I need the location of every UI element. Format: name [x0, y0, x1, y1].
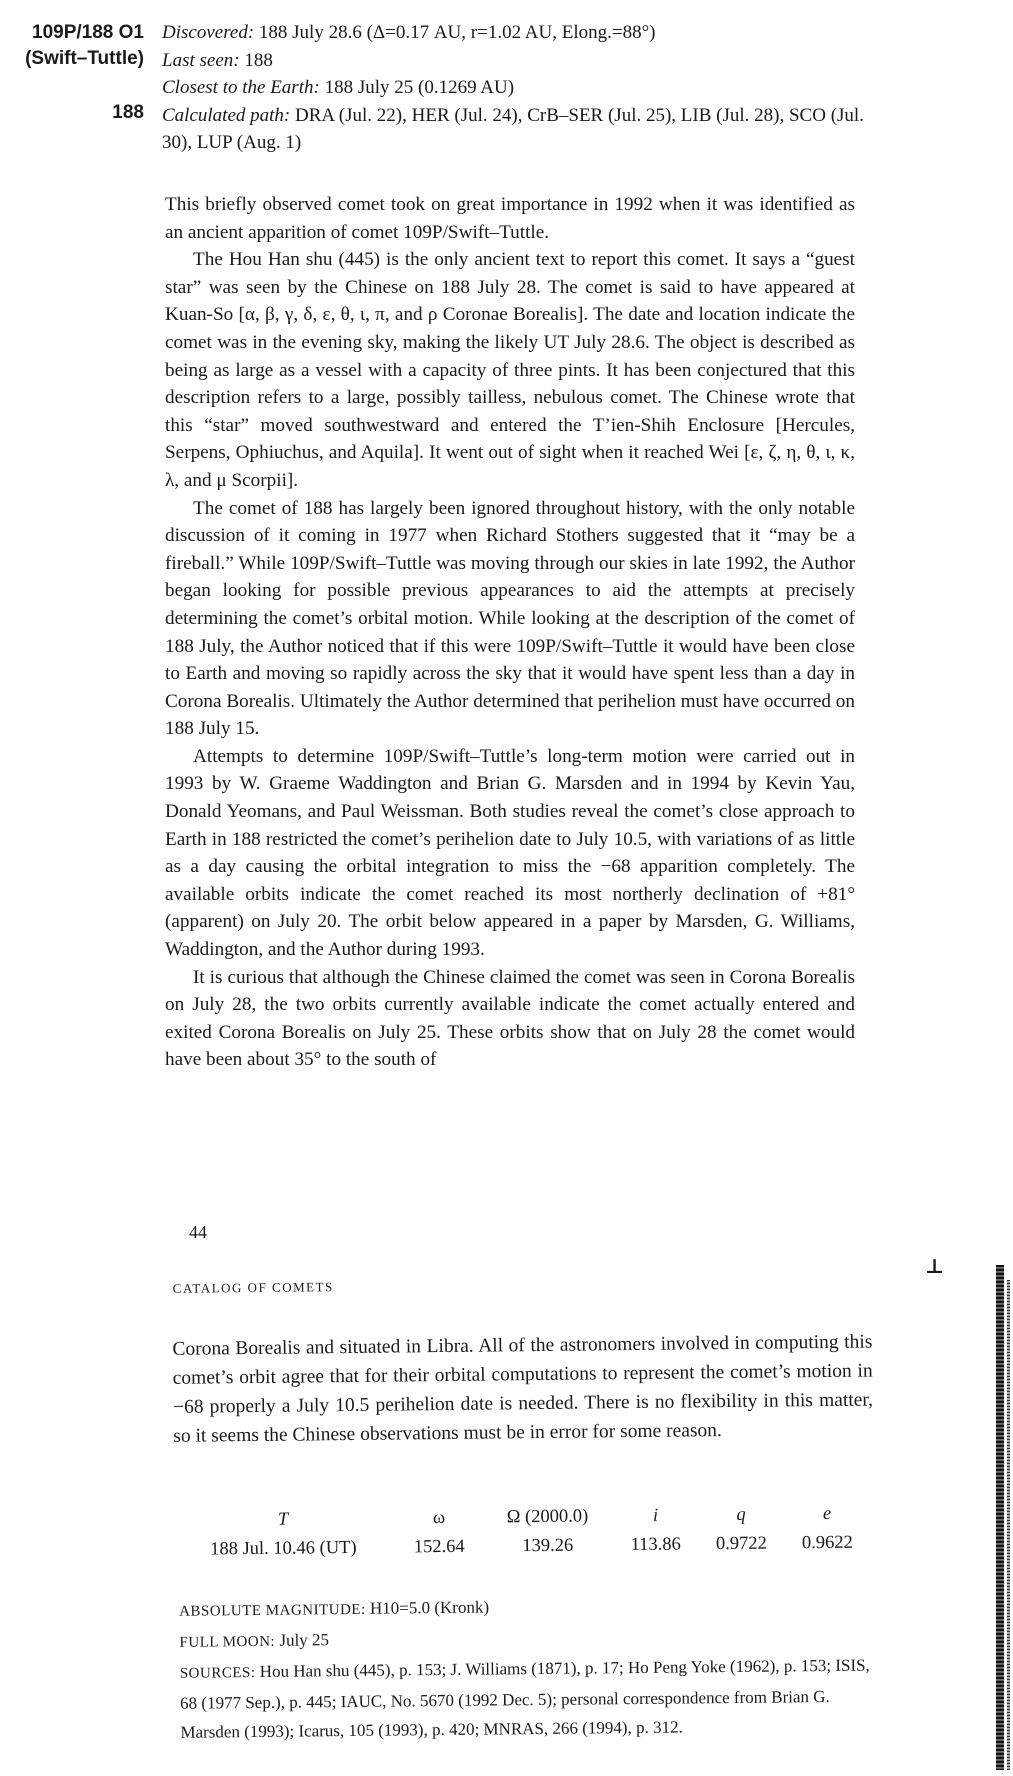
orbit-header-node: Ω (2000.0) — [506, 1506, 589, 1528]
paragraph-2: The Hou Han shu (445) is the only ancient text to report this comet. It says a “guest star” was seen by the Chinese on 188 July 28. The comet is said to have appeared at Kuan-So [α, β, γ, δ, ε, θ, ι, π, and ρ Coronae Borealis]. The date and location indicate the comet was in the evening sky, making the likely UT July 28.6. The object is described as being as large as a vessel with a capacity of three pints. It has been conjectured that this description refers to a large, possibly tailless, nebulous comet. The Chinese wrote that this “star” moved southwestward and entered the T’ien-Shih Enclosure [Hercules, Serpens, Ophiuchus, and Aquila]. It went out of sight when it reached Wei [ε, ζ, η, θ, ι, κ, λ, and μ Scorpii]. — [165, 249, 855, 491]
scan-edge — [996, 1265, 1004, 1770]
comet-designation: 109P/188 O1 — [32, 22, 144, 43]
path-label: Calculated path: — [162, 104, 291, 126]
orbit-header-t: T — [277, 1509, 289, 1530]
discovered-label: Discovered: — [162, 22, 255, 43]
corner-mark: ⊥ — [925, 1256, 945, 1278]
path-value: DRA (Jul. 22), HER (Jul. 24), CrB–SER (Jul. 25), LIB (Jul. 28), SCO (Jul. 30), LUP (Aug. 1) — [162, 104, 864, 153]
closest-label: Closest to the Earth: — [162, 77, 320, 98]
orbit-header-q: q — [736, 1504, 746, 1525]
abs-mag-label: ABSOLUTE MAGNITUDE: — [179, 1601, 366, 1620]
running-head: CATALOG OF COMETS — [172, 1279, 334, 1296]
closest-value: 188 July 25 (0.1269 AU) — [324, 77, 515, 98]
continuation-paragraph: Corona Borealis and situated in Libra. All of the astronomers involved in computing this comet’s orbit agree that for their orbital computations to represent the comet’s motion in −68 properly a July 10.5 perihelion date is needed. There is no flexibility in this matter, so it seems the Chinese observations must be in error for some reason. — [172, 1331, 874, 1447]
sources-label: SOURCES: — [179, 1664, 256, 1682]
last-seen-label: Last seen: — [162, 49, 240, 71]
full-moon-label: FULL MOON: — [179, 1633, 276, 1651]
orbit-cell-t: 188 Jul. 10.46 (UT) — [210, 1537, 357, 1560]
footnotes — [179, 1588, 881, 1746]
full-moon-value: July 25 — [279, 1630, 330, 1650]
orbit-header-omega: ω — [432, 1507, 446, 1529]
orbit-cell-omega: 152.64 — [413, 1536, 465, 1558]
orbit-cell-q: 0.9722 — [715, 1533, 767, 1555]
paragraph-4: Attempts to determine 109P/Swift–Tuttle’s long-term motion were carried out in 1993 by W. Graeme Waddington and Brian G. Marsden and in 1994 by Kevin Yau, Donald Yeomans, and Paul Weissman. Both studies reveal the comet’s close approach to Earth in 188 restricted the comet’s perihelion date to July 10.5, with variations of as little as a day causing the orbital integration to miss the −68 apparition completely. The available orbits indicate the comet reached its most northerly declination of +81° (apparent) on July 20. The orbit below appeared in a paper by Marsden, G. Williams, Waddington, and the Author during 1993. — [165, 745, 855, 961]
page-number: 44 — [189, 1222, 207, 1242]
last-seen-value: 188 — [244, 49, 273, 71]
scan-edge-inner — [1007, 1280, 1010, 1770]
discovered-value: 188 July 28.6 (Δ=0.17 AU, r=1.02 AU, Elong.=88°) — [258, 22, 656, 43]
paragraph-5: It is curious that although the Chinese claimed the comet was seen in Corona Borealis on July 28, the two orbits currently available indicate the comet actually entered and exited Corona Borealis on July 25. These orbits show that on July 28 the comet would have been about 35° to the south of — [165, 966, 855, 1071]
sources-line — [180, 1650, 881, 1746]
orbit-cell-i: 113.86 — [630, 1534, 681, 1556]
continuation-text — [172, 1328, 873, 1451]
orbit-table — [170, 1502, 871, 1561]
orbit-cell-node: 139.26 — [522, 1535, 574, 1557]
orbit-header-i: i — [652, 1505, 659, 1526]
paragraph-3: The comet of 188 has largely been ignored throughout history, with the only notable discussion of it coming in 1977 when Richard Stothers suggested that it “may be a fireball.” While 109P/Swift–Tuttle was moving through our skies in late 1992, the Author began looking for possible previous appearances to aid the attempts at precisely determining the comet’s orbital motion. While looking at the description of the comet of 188 July, the Author noticed that if this were 109P/Swift–Tuttle it would have been close to Earth and moving so rapidly across the sky that it would have spent less than a day in Corona Borealis. Ultimately the Author determined that perihelion must have occurred on 188 July 15. — [165, 497, 855, 740]
orbit-cell-e: 0.9622 — [801, 1532, 853, 1554]
orbit-header-e: e — [822, 1503, 832, 1525]
sources-value: Hou Han shu (445), p. 153; J. Williams (1871), p. 17; Ho Peng Yoke (1962), p. 153; ISIS, 68 (1977 Sep.), p. 445; IAUC, No. 5670 (1992 Dec. 5); personal correspondence from Brian G. Marsden (1993); Icarus, 105 (1993), p. 420; MNRAS, 266 (1994), p. 312. — [180, 1655, 870, 1742]
comet-year: 188 — [112, 102, 144, 123]
abs-mag-value: H10=5.0 (Kronk) — [369, 1597, 490, 1618]
comet-name: (Swift–Tuttle) — [25, 48, 144, 69]
paragraph-1: This briefly observed comet took on great importance in 1992 when it was identified as an ancient apparition of comet 109P/Swift–Tuttle. — [165, 194, 855, 243]
